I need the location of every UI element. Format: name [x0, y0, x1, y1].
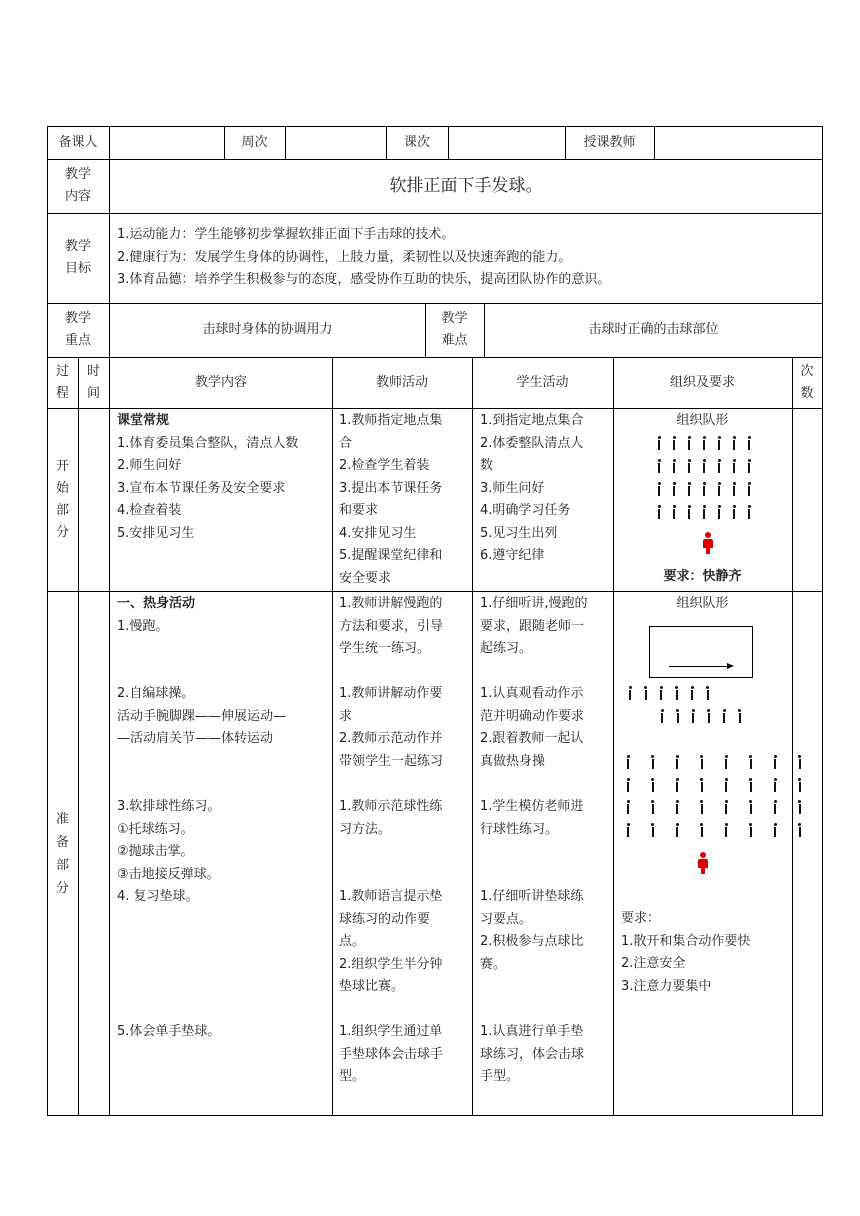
start-student-line: 6.遵守纪律 [480, 548, 545, 563]
start-teacher-line: 2.检查学生着装 [339, 458, 430, 473]
student-figure-icon [643, 686, 649, 700]
student-figure-icon [686, 436, 692, 450]
prep-requirement-line: 1.散开和集合动作要快 [621, 933, 751, 949]
student-figure-icon [656, 482, 662, 496]
prep-content-item: ②抛球击掌。 [117, 844, 194, 859]
col-header-line: 次 [800, 363, 814, 379]
prep-teacher-line: 学生统一练习。 [339, 641, 431, 656]
key-point-label-line: 教学 [64, 311, 91, 326]
col-header-line: 间 [86, 385, 100, 401]
teacher-figure-icon [703, 532, 713, 554]
prep-student-line: 1.学生模仿老师进 [480, 799, 584, 814]
prep-org-requirements [621, 908, 750, 998]
teacher-figure-icon [698, 852, 708, 874]
start-teacher-line: 4.安排见习生 [339, 525, 417, 541]
prep-content-item: 2.自编球操。 [117, 686, 195, 701]
student-figure-icon [723, 778, 729, 792]
student-figure-icon [721, 709, 727, 723]
student-figure-icon [689, 686, 695, 700]
prep-student-line: 真做热身操 [480, 753, 546, 769]
student-figure-icon [731, 482, 737, 496]
prep-content-item: 1.慢跑。 [117, 618, 169, 634]
student-figure-icon [746, 482, 752, 496]
start-student-line: 2.体委整队清点人 [480, 435, 584, 451]
row-divider [47, 591, 823, 592]
student-figure-icon [797, 778, 803, 792]
start-teacher-line: 和要求 [339, 503, 379, 518]
preparer-value[interactable] [110, 126, 224, 159]
prep-teacher-line: 求 [339, 708, 353, 724]
student-figure-icon [705, 686, 711, 700]
col-header-student: 学生活动 [516, 374, 569, 390]
student-figure-icon [656, 505, 662, 519]
prep-teacher-block-2 [339, 683, 443, 773]
student-figure-icon [716, 459, 722, 473]
student-figure-icon [699, 755, 705, 769]
prep-teacher-block-3 [339, 796, 442, 841]
student-figure-icon [716, 436, 722, 450]
part-label-char: 分 [55, 524, 69, 540]
student-figure-icon [737, 709, 743, 723]
prep-content-block-1 [117, 593, 195, 638]
prep-teacher-line: 方法和要求，引导 [339, 618, 444, 634]
teacher-label: 授课教师 [583, 134, 636, 150]
student-figure-icon [723, 755, 729, 769]
col-header-time [78, 357, 109, 408]
prep-student-line: 要求，跟随老师一 [480, 618, 585, 634]
row-divider [47, 213, 823, 214]
col-header-line: 时 [86, 363, 100, 379]
student-figure-icon [686, 459, 692, 473]
student-figure-icon [699, 800, 705, 814]
part-label-char: 部 [55, 857, 69, 873]
student-figure-icon [625, 778, 631, 792]
student-figure-icon [731, 459, 737, 473]
table-bottom-border [47, 1115, 823, 1116]
prep-content-item: ③击地接反弹球。 [117, 866, 220, 882]
difficulty-label-line: 难点 [441, 333, 468, 348]
start-org-title: 组织队形 [676, 413, 729, 428]
key-point-label [47, 303, 109, 357]
prep-content-block-3 [117, 796, 220, 909]
student-figure-icon [674, 800, 680, 814]
lesson-title: 软排正面下手发球。 [389, 176, 543, 196]
student-figure-icon [625, 800, 631, 814]
student-figure-icon [690, 709, 696, 723]
part-label-char: 分 [55, 880, 69, 896]
objectives-label-line: 目标 [64, 261, 91, 276]
prep-content-block-2 [117, 683, 286, 751]
student-figure-icon [701, 459, 707, 473]
start-teacher-line: 3.提出本节课任务 [339, 480, 443, 496]
student-figure-icon [746, 505, 752, 519]
student-figure-icon [686, 505, 692, 519]
prep-student-line: 球练习，体会击球 [480, 1046, 585, 1062]
key-point-text: 击球时身体的协调用力 [202, 322, 333, 337]
prep-student-block-1 [480, 593, 588, 661]
content-label [47, 159, 109, 213]
start-student-line: 5.见习生出列 [480, 525, 558, 541]
difficulty-label [425, 303, 484, 357]
prep-student-line: 手型。 [480, 1069, 520, 1084]
start-teacher-line: 安全要求 [339, 570, 392, 586]
prep-teacher-line: 1.教师语言提示垫 [339, 889, 443, 904]
prep-content-item: 5.体会单手垫球。 [117, 1024, 221, 1039]
prep-teacher-line: 2.组织学生半分钟 [339, 956, 443, 972]
prep-org-title: 组织队形 [676, 596, 729, 611]
arrow-line [669, 666, 729, 667]
content-label-line: 教学 [64, 167, 91, 182]
student-figure-icon [671, 436, 677, 450]
col-divider [792, 357, 793, 1115]
start-content [117, 410, 298, 545]
start-content-item: 2.师生问好 [117, 458, 182, 473]
prep-teacher-line: 1.组织学生通过单 [339, 1024, 443, 1039]
col-header-count [792, 357, 822, 408]
prep-teacher-line: 垫球比赛。 [339, 979, 405, 994]
prep-content-block-4 [117, 1021, 220, 1044]
student-figure-icon [650, 755, 656, 769]
prep-formation-diagram [613, 680, 792, 880]
student-figure-icon [650, 823, 656, 837]
student-figure-icon [748, 778, 754, 792]
student-figure-icon [650, 778, 656, 792]
prep-teacher-line: 型。 [339, 1069, 366, 1084]
student-figure-icon [701, 482, 707, 496]
objective-item: 3.体育品德：培养学生积极参与的态度，感受协作互助的快乐，提高团队协作的意识。 [117, 272, 611, 287]
student-figure-icon [671, 505, 677, 519]
objectives-label [47, 213, 109, 303]
table-right-border [822, 126, 823, 1116]
prep-student-line: 1.认真进行单手垫 [480, 1024, 584, 1039]
col-header-teacher: 教师活动 [375, 374, 428, 390]
student-figure-icon [674, 755, 680, 769]
col-divider [109, 357, 110, 1115]
start-formation-diagram [613, 432, 792, 562]
student-figure-icon [772, 755, 778, 769]
col-header-process [47, 357, 78, 408]
prep-teacher-line: 球练习的动作要 [339, 911, 431, 927]
student-figure-icon [797, 755, 803, 769]
student-figure-icon [656, 436, 662, 450]
prep-student-line: 范并明确动作要求 [480, 708, 585, 724]
start-org-requirement: 要求：快静齐 [663, 569, 742, 584]
student-figure-icon [686, 482, 692, 496]
prep-content-item: 4. 复习垫球。 [117, 889, 199, 904]
preparer-label: 备课人 [58, 134, 98, 150]
arrow-right-icon [727, 663, 734, 669]
prep-teacher-line: 带领学生一起练习 [339, 753, 444, 769]
prep-content-heading: 一、热身活动 [117, 596, 196, 611]
start-student-line: 1.到指定地点集合 [480, 413, 584, 428]
col-header-line: 数 [800, 385, 814, 401]
start-student-line: 3.师生问好 [480, 480, 545, 496]
student-figure-icon [658, 686, 664, 700]
student-figure-icon [748, 800, 754, 814]
prep-teacher-line: 手垫球体会击球手 [339, 1046, 444, 1062]
objective-item: 1.运动能力：学生能够初步掌握软排正面下手击球的技术。 [117, 227, 455, 242]
prep-student-line: 赛。 [480, 956, 507, 972]
prep-student-line: 1.认真观看动作示 [480, 686, 584, 701]
teacher-value[interactable] [654, 126, 822, 159]
session-value[interactable] [448, 126, 565, 159]
student-figure-icon [699, 778, 705, 792]
student-figure-icon [706, 709, 712, 723]
prep-teacher-line: 2.教师示范动作并 [339, 731, 443, 746]
prep-content-item: 活动手腕脚踝——伸展运动— [117, 708, 287, 724]
prep-teacher-line: 习方法。 [339, 821, 392, 837]
prep-student-block-4 [480, 886, 583, 976]
objectives-list [117, 224, 610, 292]
prep-student-block-2 [480, 683, 584, 773]
objective-item: 2.健康行为：发展学生身体的协调性，上肢力量，柔韧性以及快速奔跑的能力。 [117, 249, 572, 265]
prep-requirement-line: 2.注意安全 [621, 956, 686, 971]
student-figure-icon [746, 459, 752, 473]
student-figure-icon [731, 505, 737, 519]
prep-teacher-line: 1.教师示范球性练 [339, 799, 443, 814]
student-figure-icon [627, 686, 633, 700]
start-teacher-line: 1.教师指定地点集 [339, 413, 443, 428]
student-figure-icon [731, 436, 737, 450]
student-figure-icon [674, 823, 680, 837]
prep-student-line: 行球性练习。 [480, 821, 559, 837]
prep-part-label [47, 592, 78, 1115]
start-part-label [47, 408, 78, 591]
student-figure-icon [701, 436, 707, 450]
part-label-char: 准 [55, 811, 69, 827]
objectives-label-line: 教学 [64, 239, 91, 254]
student-figure-icon [701, 505, 707, 519]
prep-student-line: 1.仔细听讲,慢跑的 [480, 596, 588, 611]
start-teacher-line: 合 [339, 435, 353, 451]
prep-requirement-line: 3.注意力要集中 [621, 978, 712, 994]
student-figure-icon [746, 436, 752, 450]
student-figure-icon [716, 482, 722, 496]
content-label-line: 内容 [64, 189, 91, 204]
student-figure-icon [772, 800, 778, 814]
student-figure-icon [656, 459, 662, 473]
prep-student-block-5 [480, 1021, 584, 1089]
prep-student-line: 起练习。 [480, 641, 533, 656]
week-value[interactable] [285, 126, 386, 159]
student-figure-icon [659, 709, 665, 723]
student-figure-icon [674, 686, 680, 700]
prep-content-item: —活动肩关节——体转运动 [117, 731, 274, 746]
student-figure-icon [625, 755, 631, 769]
prep-teacher-line: 1.教师讲解慢跑的 [339, 596, 443, 611]
prep-student-line: 1.仔细听讲垫球练 [480, 889, 584, 904]
part-label-char: 部 [55, 502, 69, 518]
student-figure-icon [748, 755, 754, 769]
key-point-label-line: 重点 [64, 333, 91, 348]
prep-student-line: 习要点。 [480, 911, 533, 927]
student-figure-icon [674, 778, 680, 792]
prep-teacher-block-1 [339, 593, 443, 661]
start-content-item: 5.安排见习生 [117, 525, 195, 541]
difficulty-text: 击球时正确的击球部位 [588, 322, 719, 337]
student-figure-icon [699, 823, 705, 837]
col-header-content: 教学内容 [194, 374, 247, 390]
student-figure-icon [797, 800, 803, 814]
col-header-line: 过 [55, 363, 69, 379]
student-figure-icon [748, 823, 754, 837]
start-content-heading: 课堂常规 [117, 413, 170, 428]
difficulty-label-line: 教学 [441, 311, 468, 326]
prep-student-block-3 [480, 796, 583, 841]
prep-student-line: 2.积极参与点球比 [480, 934, 584, 949]
session-label: 课次 [403, 134, 430, 150]
student-figure-icon [772, 823, 778, 837]
col-header-line: 程 [55, 385, 69, 401]
part-label-char: 开 [55, 458, 69, 474]
start-student-activity [480, 410, 583, 568]
week-label: 周次 [241, 134, 268, 150]
col-divider [78, 357, 79, 1115]
col-header-organization: 组织及要求 [669, 374, 735, 390]
start-content-item: 4.检查着装 [117, 503, 182, 518]
student-figure-icon [625, 823, 631, 837]
student-figure-icon [671, 459, 677, 473]
prep-content-item: 3.软排球性练习。 [117, 799, 221, 814]
start-teacher-activity [339, 410, 442, 590]
running-area-rectangle [649, 626, 753, 678]
student-figure-icon [650, 800, 656, 814]
part-label-char: 始 [55, 480, 69, 496]
prep-content-item: ①托球练习。 [117, 821, 194, 837]
start-student-line: 数 [480, 458, 494, 473]
student-figure-icon [671, 482, 677, 496]
prep-student-line: 2.跟着教师一起认 [480, 731, 584, 746]
prep-teacher-block-5 [339, 1021, 443, 1089]
student-figure-icon [723, 800, 729, 814]
student-figure-icon [772, 778, 778, 792]
student-figure-icon [716, 505, 722, 519]
student-figure-icon [797, 823, 803, 837]
start-teacher-line: 5.提醒课堂纪律和 [339, 548, 443, 563]
start-content-item: 1.体育委员集合整队，清点人数 [117, 435, 299, 451]
student-figure-icon [675, 709, 681, 723]
prep-teacher-line: 1.教师讲解动作要 [339, 686, 443, 701]
start-content-item: 3.宣布本节课任务及安全要求 [117, 480, 286, 496]
prep-teacher-line: 点。 [339, 934, 366, 949]
col-divider [472, 357, 473, 1115]
prep-requirement-line: 要求： [621, 911, 661, 926]
start-student-line: 4.明确学习任务 [480, 503, 571, 518]
student-figure-icon [723, 823, 729, 837]
row-divider [47, 408, 823, 409]
part-label-char: 备 [55, 834, 69, 850]
prep-teacher-block-4 [339, 886, 442, 999]
col-divider [332, 357, 333, 1115]
